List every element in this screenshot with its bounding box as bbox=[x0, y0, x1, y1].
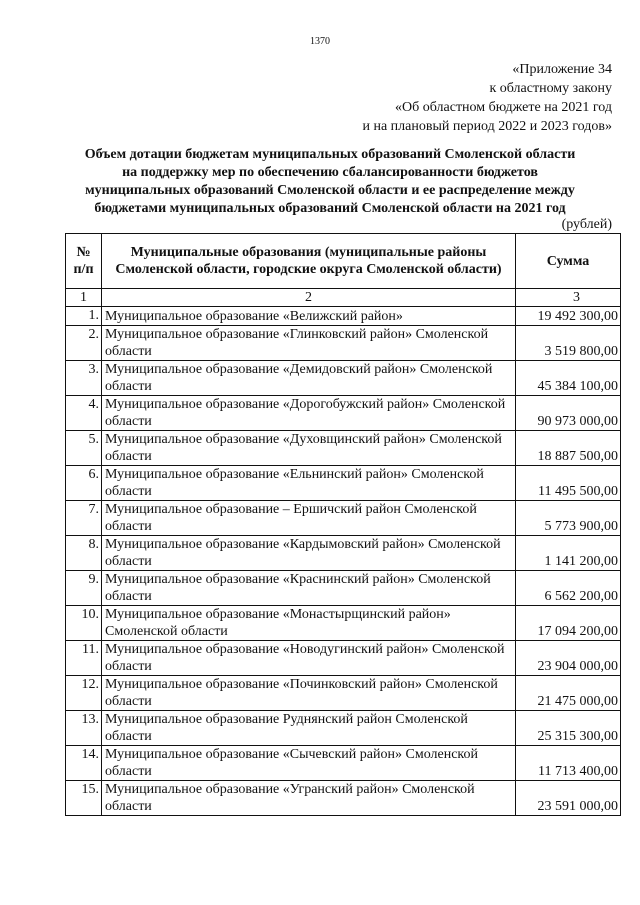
header-name: Муниципальные образования (муниципальные районы Смоленской области, городские округа Смоленской области) bbox=[102, 234, 516, 289]
table-row bbox=[66, 466, 621, 501]
appendix-line: «Приложение 34 bbox=[512, 62, 612, 77]
row-number: 2. bbox=[66, 326, 102, 361]
title-line: муниципальных образований Смоленской области и ее распределение между bbox=[85, 183, 575, 198]
row-name: Муниципальное образование «Угранский район» Смоленской области bbox=[102, 781, 516, 816]
row-name: Муниципальное образование «Монастырщинский район» Смоленской области bbox=[102, 606, 516, 641]
table-row bbox=[66, 536, 621, 571]
row-name: Муниципальное образование «Глинковский район» Смоленской области bbox=[102, 326, 516, 361]
row-sum: 90 973 000,00 bbox=[516, 396, 621, 431]
row-name: Муниципальное образование «Кардымовский район» Смоленской области bbox=[102, 536, 516, 571]
document-title bbox=[40, 146, 620, 218]
budget-table bbox=[65, 233, 621, 816]
row-name: Муниципальное образование «Ельнинский район» Смоленской области bbox=[102, 466, 516, 501]
row-name: Муниципальное образование «Сычевский район» Смоленской области bbox=[102, 746, 516, 781]
row-sum: 23 904 000,00 bbox=[516, 641, 621, 676]
row-sum: 25 315 300,00 bbox=[516, 711, 621, 746]
row-name: Муниципальное образование «Краснинский район» Смоленской области bbox=[102, 571, 516, 606]
row-sum: 21 475 000,00 bbox=[516, 676, 621, 711]
row-number: 6. bbox=[66, 466, 102, 501]
row-sum: 1 141 200,00 bbox=[516, 536, 621, 571]
row-sum: 23 591 000,00 bbox=[516, 781, 621, 816]
header-sum: Сумма bbox=[516, 234, 621, 289]
row-sum: 17 094 200,00 bbox=[516, 606, 621, 641]
row-number: 11. bbox=[66, 641, 102, 676]
row-name: Муниципальное образование – Ершичский район Смоленской области bbox=[102, 501, 516, 536]
row-sum: 19 492 300,00 bbox=[516, 307, 621, 326]
table-row bbox=[66, 781, 621, 816]
index-cell: 3 bbox=[516, 289, 621, 307]
appendix-line: к областному закону bbox=[489, 81, 612, 96]
index-cell: 1 bbox=[66, 289, 102, 307]
page-number: 1370 bbox=[310, 36, 330, 47]
row-number: 1. bbox=[66, 307, 102, 326]
row-name: Муниципальное образование Руднянский район Смоленской области bbox=[102, 711, 516, 746]
table-row bbox=[66, 396, 621, 431]
appendix-line: и на плановый период 2022 и 2023 годов» bbox=[362, 119, 612, 134]
row-sum: 3 519 800,00 bbox=[516, 326, 621, 361]
row-number: 8. bbox=[66, 536, 102, 571]
row-number: 12. bbox=[66, 676, 102, 711]
row-sum: 45 384 100,00 bbox=[516, 361, 621, 396]
title-line: на поддержку мер по обеспечению сбалансированности бюджетов bbox=[122, 165, 538, 180]
row-number: 7. bbox=[66, 501, 102, 536]
table-row bbox=[66, 361, 621, 396]
table-row bbox=[66, 501, 621, 536]
table-row bbox=[66, 571, 621, 606]
row-name: Муниципальное образование «Демидовский район» Смоленской области bbox=[102, 361, 516, 396]
row-number: 9. bbox=[66, 571, 102, 606]
table-row bbox=[66, 676, 621, 711]
unit-label: (рублей) bbox=[561, 217, 612, 232]
row-number: 14. bbox=[66, 746, 102, 781]
appendix-line: «Об областном бюджете на 2021 год bbox=[395, 100, 612, 115]
row-name: Муниципальное образование «Велижский район» bbox=[102, 307, 516, 326]
row-number: 4. bbox=[66, 396, 102, 431]
row-sum: 5 773 900,00 bbox=[516, 501, 621, 536]
row-number: 10. bbox=[66, 606, 102, 641]
index-cell: 2 bbox=[102, 289, 516, 307]
table-row bbox=[66, 711, 621, 746]
row-sum: 11 495 500,00 bbox=[516, 466, 621, 501]
table-row bbox=[66, 641, 621, 676]
table-row bbox=[66, 746, 621, 781]
row-sum: 6 562 200,00 bbox=[516, 571, 621, 606]
appendix-reference bbox=[362, 60, 612, 136]
row-name: Муниципальное образование «Починковский район» Смоленской области bbox=[102, 676, 516, 711]
row-name: Муниципальное образование «Духовщинский район» Смоленской области bbox=[102, 431, 516, 466]
table-row bbox=[66, 431, 621, 466]
header-num: № п/п bbox=[66, 234, 102, 289]
row-name: Муниципальное образование «Дорогобужский район» Смоленской области bbox=[102, 396, 516, 431]
column-index-row bbox=[66, 289, 621, 307]
table-row bbox=[66, 307, 621, 326]
row-number: 3. bbox=[66, 361, 102, 396]
row-name: Муниципальное образование «Новодугинский район» Смоленской области bbox=[102, 641, 516, 676]
row-number: 13. bbox=[66, 711, 102, 746]
table-row bbox=[66, 606, 621, 641]
row-number: 15. bbox=[66, 781, 102, 816]
row-sum: 18 887 500,00 bbox=[516, 431, 621, 466]
table-row bbox=[66, 326, 621, 361]
table-header-row bbox=[66, 234, 621, 289]
title-line: Объем дотации бюджетам муниципальных образований Смоленской области bbox=[84, 147, 576, 162]
row-sum: 11 713 400,00 bbox=[516, 746, 621, 781]
row-number: 5. bbox=[66, 431, 102, 466]
title-line: бюджетами муниципальных образований Смоленской области на 2021 год bbox=[94, 201, 566, 216]
